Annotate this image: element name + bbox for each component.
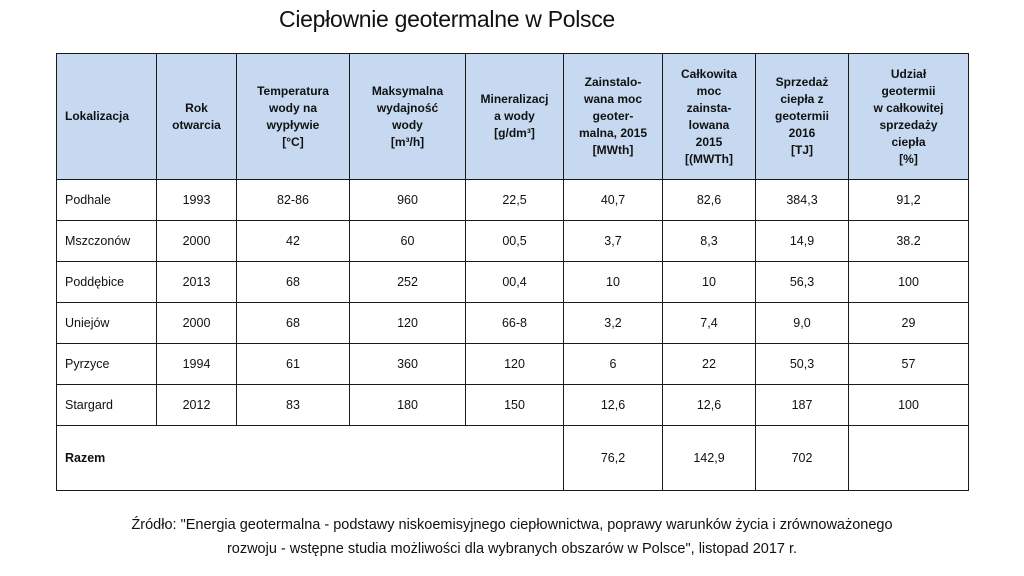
column-header-line: moc xyxy=(696,83,722,98)
column-header-line: wody xyxy=(392,117,423,132)
cell-sales: 384,3 xyxy=(756,180,849,221)
cell-share: 91,2 xyxy=(849,180,969,221)
cell-total_power: 22 xyxy=(663,344,756,385)
table-row xyxy=(57,180,969,221)
cell-total_power: 82,6 xyxy=(663,180,756,221)
cell-year: 2000 xyxy=(157,303,237,344)
cell-flow: 180 xyxy=(350,385,466,426)
table-header-row xyxy=(57,54,969,180)
cell-geo_power: 10 xyxy=(564,262,663,303)
column-header-line: w całkowitej xyxy=(873,100,944,115)
column-header-line: Całkowita xyxy=(680,66,737,81)
cell-share: 100 xyxy=(849,262,969,303)
column-header-line: malna, 2015 xyxy=(578,126,648,140)
column-header-line: [MWth] xyxy=(592,143,634,157)
cell-flow: 120 xyxy=(350,303,466,344)
column-header-temp xyxy=(237,54,350,180)
table-row xyxy=(57,344,969,385)
column-header-line: Rok xyxy=(185,100,208,115)
cell-sales: 187 xyxy=(756,385,849,426)
column-header-line: zainsta- xyxy=(686,100,732,115)
cell-geo_power: 6 xyxy=(564,344,663,385)
column-header-line: lowana xyxy=(688,117,730,132)
cell-mineral: 120 xyxy=(466,344,564,385)
column-header-line: [(MWTh] xyxy=(685,151,733,166)
column-header-line: Maksymalna xyxy=(371,83,444,98)
column-header-line: [%] xyxy=(899,151,918,166)
column-header-loc xyxy=(57,54,157,180)
table-row xyxy=(57,262,969,303)
column-header-line: wody na xyxy=(268,100,317,115)
column-header-line: geotermii xyxy=(774,109,829,123)
total-share xyxy=(849,426,969,491)
cell-temp: 61 xyxy=(237,344,350,385)
source-line-1: Źródło: "Energia geotermalna - podstawy niskoemisyjnego ciepłownictwa, poprawy warunków życia i zrównoważonego xyxy=(131,517,893,533)
column-header-line: geoter- xyxy=(592,109,634,123)
cell-geo_power: 3,7 xyxy=(564,221,663,262)
column-header-line: ciepła z xyxy=(780,92,824,106)
cell-share: 100 xyxy=(849,385,969,426)
total-geo_power: 76,2 xyxy=(564,426,663,491)
column-header-line: wana moc xyxy=(583,92,643,106)
cell-sales: 56,3 xyxy=(756,262,849,303)
cell-loc: Stargard xyxy=(57,385,157,426)
cell-flow: 252 xyxy=(350,262,466,303)
cell-mineral: 22,5 xyxy=(466,180,564,221)
table-body xyxy=(57,180,969,491)
table-row xyxy=(57,221,969,262)
column-header-line: Udział xyxy=(890,66,927,81)
column-header-sales xyxy=(756,54,849,180)
table-row xyxy=(57,303,969,344)
cell-loc: Podhale xyxy=(57,180,157,221)
column-header-line: sprzedaży xyxy=(879,117,938,132)
column-header-line: 2015 xyxy=(695,134,723,149)
cell-flow: 60 xyxy=(350,221,466,262)
cell-year: 1993 xyxy=(157,180,237,221)
column-header-line: [m³/h] xyxy=(390,134,425,149)
source-note xyxy=(0,513,1024,561)
cell-geo_power: 12,6 xyxy=(564,385,663,426)
column-header-flow xyxy=(350,54,466,180)
column-header-line: Sprzedaż xyxy=(775,75,829,89)
column-header-line: 2016 xyxy=(788,126,816,140)
column-header-line: wydajność xyxy=(376,100,439,115)
page-title-text: Ciepłownie geotermalne w Polsce xyxy=(279,6,615,32)
cell-geo_power: 3,2 xyxy=(564,303,663,344)
cell-share: 29 xyxy=(849,303,969,344)
column-header-line: otwarcia xyxy=(172,117,221,132)
column-header-line: geotermii xyxy=(881,83,936,98)
cell-temp: 68 xyxy=(237,303,350,344)
cell-flow: 360 xyxy=(350,344,466,385)
cell-temp: 68 xyxy=(237,262,350,303)
cell-year: 2012 xyxy=(157,385,237,426)
column-header-total_power xyxy=(663,54,756,180)
cell-total_power: 7,4 xyxy=(663,303,756,344)
cell-total_power: 12,6 xyxy=(663,385,756,426)
cell-share: 38.2 xyxy=(849,221,969,262)
cell-year: 2000 xyxy=(157,221,237,262)
column-header-line: Lokalizacja xyxy=(65,109,130,123)
cell-temp: 42 xyxy=(237,221,350,262)
cell-mineral: 00,4 xyxy=(466,262,564,303)
geothermal-table xyxy=(56,53,969,491)
cell-sales: 9,0 xyxy=(756,303,849,344)
column-header-year xyxy=(157,54,237,180)
table-row xyxy=(57,385,969,426)
column-header-share xyxy=(849,54,969,180)
column-header-line: Mineralizacj xyxy=(480,92,549,106)
cell-geo_power: 40,7 xyxy=(564,180,663,221)
column-header-line: Zainstalo- xyxy=(584,75,642,89)
cell-mineral: 66-8 xyxy=(466,303,564,344)
cell-temp: 82-86 xyxy=(237,180,350,221)
cell-flow: 960 xyxy=(350,180,466,221)
column-header-line: wypływie xyxy=(266,117,320,132)
total-sales: 702 xyxy=(756,426,849,491)
total-total_power: 142,9 xyxy=(663,426,756,491)
column-header-geo_power xyxy=(564,54,663,180)
cell-loc: Uniejów xyxy=(57,303,157,344)
cell-sales: 50,3 xyxy=(756,344,849,385)
total-label: Razem xyxy=(57,426,564,491)
cell-temp: 83 xyxy=(237,385,350,426)
column-header-mineral xyxy=(466,54,564,180)
total-row xyxy=(57,426,969,491)
cell-year: 2013 xyxy=(157,262,237,303)
column-header-line: [g/dm³] xyxy=(494,126,535,140)
column-header-line: [°C] xyxy=(282,134,304,149)
cell-loc: Poddębice xyxy=(57,262,157,303)
cell-mineral: 00,5 xyxy=(466,221,564,262)
cell-share: 57 xyxy=(849,344,969,385)
cell-loc: Pyrzyce xyxy=(57,344,157,385)
column-header-line: a wody xyxy=(494,109,535,123)
cell-sales: 14,9 xyxy=(756,221,849,262)
page-title xyxy=(0,6,1024,33)
cell-loc: Mszczonów xyxy=(57,221,157,262)
column-header-line: Temperatura xyxy=(257,83,329,98)
cell-total_power: 10 xyxy=(663,262,756,303)
cell-mineral: 150 xyxy=(466,385,564,426)
cell-total_power: 8,3 xyxy=(663,221,756,262)
column-header-line: [TJ] xyxy=(791,143,813,157)
cell-year: 1994 xyxy=(157,344,237,385)
source-line-2: rozwoju - wstępne studia możliwości dla wybranych obszarów w Polsce", listopad 2017 r. xyxy=(226,541,798,557)
column-header-line: ciepła xyxy=(891,134,926,149)
